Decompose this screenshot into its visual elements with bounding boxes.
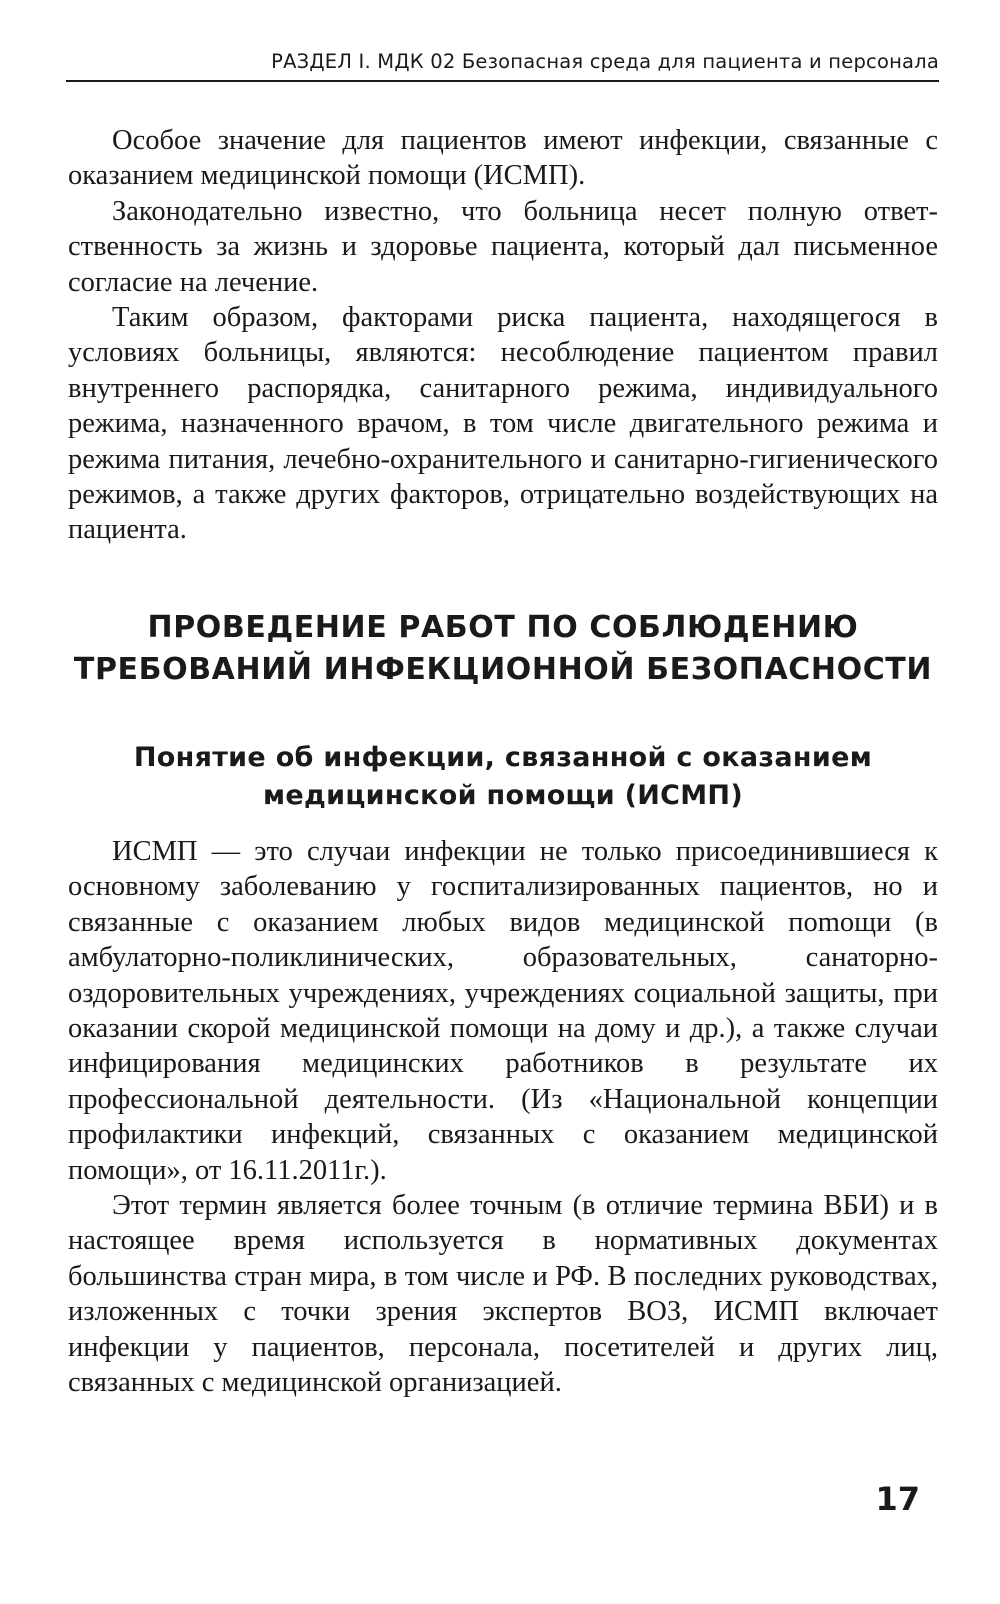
running-header-title: РАЗДЕЛ I. МДК 02 Безопасная среда для пациента и персонала [271, 50, 939, 73]
intro-text [68, 123, 938, 548]
page-number: 17 [875, 1480, 920, 1518]
intro-paragraph-2: Законодательно известно, что больница несет полную ответственность за жизнь и здоровье пациента, который дал письменное согласие на лечение. [68, 195, 938, 298]
running-header [66, 50, 939, 82]
intro-paragraph-3: Таким образом, факторами риска пациента, находящегося в условиях больницы, являются: несоблюдение пациентом правил внутреннего распорядка, санитарного режима, индивидуального режима, назначенного врачом, в том числе двигательного режима и режима питания, лечебно-охранительного и санитарно-гигиенического режимов, а также других факторов, отрицательно воздействующих на пациента. [68, 302, 938, 546]
intro-paragraph-1: Особое значение для пациентов имеют инфекции, связанные с оказанием медицинской помощи (ИСМП). [68, 125, 938, 192]
subsection-title-line-1: Понятие об инфекции, связанной с оказанием [133, 742, 873, 773]
body-paragraph-1: ИСМП — это случаи инфекции не только присоединившиеся к основному заболеванию у госпитализированных пациентов, но и связанные с оказанием любых видов медицинской поmощи (в амбулаторно-поликлинических, образовательных, санаторно- оздоровительных учреждениях, учреждениях социальной защиты, при оказании скорой медицинской помощи на дому и др.), а также случаи инфицирования медицинских работников в результате их профессиональной деятельности. (Из «Национальной концепции профилактики инфекций, связанных с оказанием медицинской помощи», от 16.11.2011г.). [68, 836, 938, 1186]
subsection-title [68, 739, 938, 815]
section-title-line-1: ПРОВЕДЕНИЕ РАБОТ ПО СОБЛЮДЕНИЮ [147, 610, 859, 645]
section-title [68, 607, 938, 691]
section-title-line-2: ТРЕБОВАНИЙ ИНФЕКЦИОННОЙ БЕЗОПАСНОСТИ [73, 652, 933, 687]
subsection-title-line-2: медицинской помощи (ИСМП) [263, 780, 743, 811]
body-paragraph-2: Этот термин является более точным (в отличие термина ВБИ) и в настоящее время используется в нормативных документах большинства стран мира, в том числе и РФ. В последних руководствах, изложенных с точки зрения экспертов ВОЗ, ИСМП включает инфекции у пациентов, персонала, посетителей и других лиц, связанных с медицинской организацией. [68, 1190, 938, 1399]
body-text [68, 834, 938, 1401]
